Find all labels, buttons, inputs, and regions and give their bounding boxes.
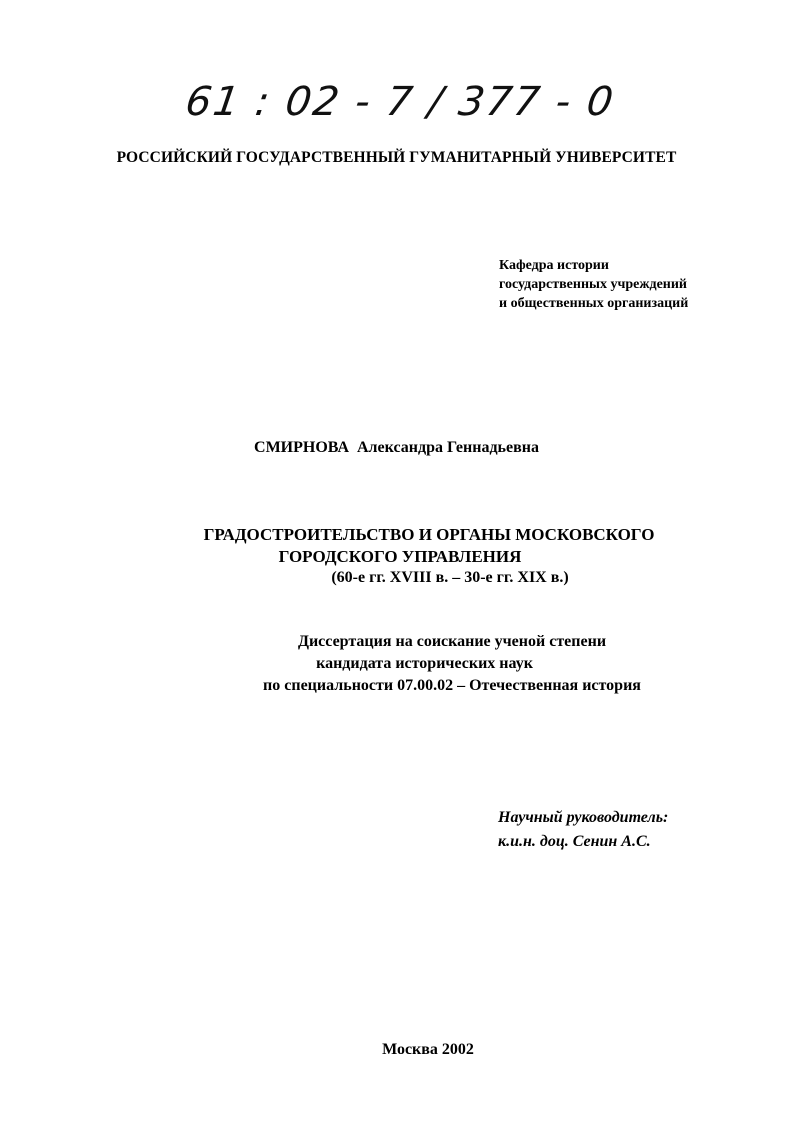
advisor-block <box>498 806 668 854</box>
thesis-title-line: ГРАДОСТРОИТЕЛЬСТВО И ОРГАНЫ МОСКОВСКОГО <box>203 525 655 544</box>
degree-statement-line: по специальности 07.00.02 – Отечественная история <box>263 677 641 694</box>
thesis-title-line: ГОРОДСКОГО УПРАВЛЕНИЯ <box>278 547 522 566</box>
thesis-period: (60-е гг. XVIII в. – 30-е гг. XIX в.) <box>331 569 569 586</box>
advisor-name: к.и.н. доц. Сенин А.С. <box>498 833 651 850</box>
degree-statement-line: кандидата исторических наук <box>316 655 533 672</box>
department-line: и общественных организаций <box>499 296 689 311</box>
degree-statement-line: Диссертация на соискание ученой степени <box>297 633 607 650</box>
author-surname: СМИРНОВА <box>254 439 349 456</box>
city-year: Москва 2002 <box>382 1041 474 1058</box>
university-name: РОССИЙСКИЙ ГОСУДАРСТВЕННЫЙ ГУМАНИТАРНЫЙ УНИВЕРСИТЕТ <box>116 149 677 166</box>
handwritten-catalog-code: 61 : 02 - 7 / 377 - 0 <box>182 79 618 125</box>
author-given-names: Александра Геннадьевна <box>357 439 539 456</box>
advisor-label: Научный руководитель: <box>498 809 669 826</box>
department-line: государственных учреждений <box>499 277 687 292</box>
department-line: Кафедра истории <box>499 258 609 273</box>
author-name <box>0 440 793 456</box>
department-block <box>499 256 688 313</box>
